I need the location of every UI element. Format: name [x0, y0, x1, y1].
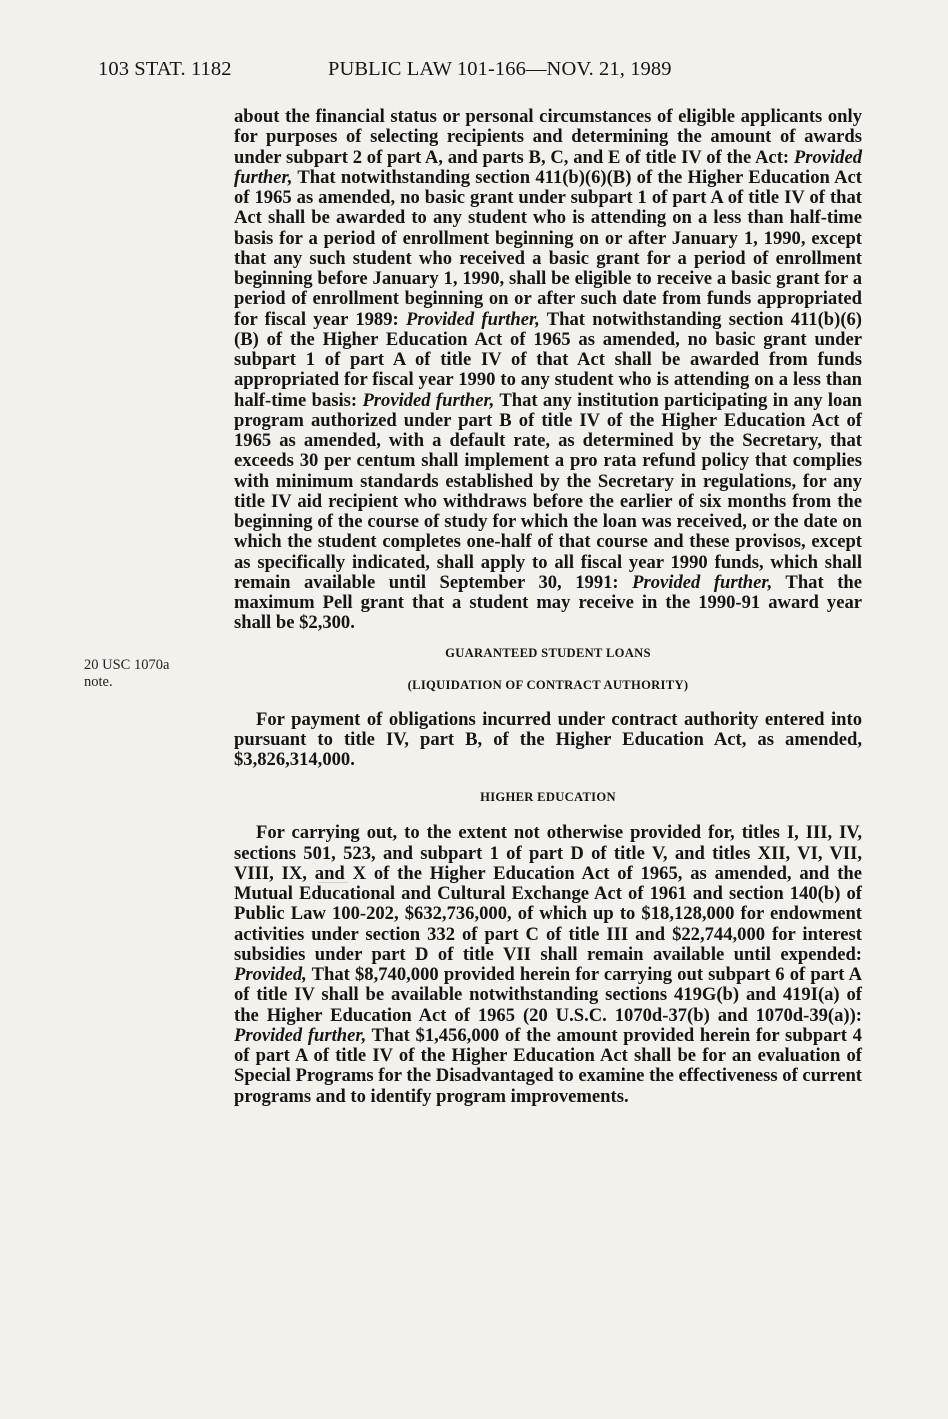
margin-note-line-1: 20 USC 1070a — [84, 657, 170, 673]
para1-proviso-4: Provided further, — [632, 571, 773, 593]
paragraph-higher-education — [234, 823, 862, 1107]
he-proviso-1: Provided, — [234, 964, 307, 985]
paragraph-guaranteed-loans: For payment of obligations incurred under contract authority entered into pursuant to title IV, part B, of the Higher Education Act, as amended, $3,826,314,000. — [234, 708, 862, 770]
para1-text-c: That notwithstanding section 411(b)(6)(B) of the Higher Education Act of 1965 as amended, no basic grant under subpart 1 of part A of title IV of that Act shall be awarded from funds appropriated for fiscal year 1990 to any student who is attending on a less than half-time basis: — [234, 308, 862, 411]
para1-text-d: That any institution participating in any loan program authorized under part B of title IV of the Higher Education Act of 1965 as amended, with a default rate, as determined by the Secretary, that exceeds 30 per centum shall implement a pro rata refund policy that complies with minimum standards established by the Secretary in regulations, for any title IV aid recipient who withdraws before the earlier of six months from the beginning of the course of study for which the loan was received, or the date on which the student completes one-half of that course and these provisos, except as specifically indicated, shall apply to all fiscal year 1990 funds, which shall remain available until September 30, 1991: — [234, 389, 862, 593]
body-column — [234, 107, 862, 1107]
public-law-title: PUBLIC LAW 101-166—NOV. 21, 1989 — [328, 58, 672, 80]
he-text-b: That $8,740,000 provided herein for carrying out subpart 6 of part A of title IV shall be available notwithstanding sections 419G(b) and 419I(a) of the Higher Education Act of 1965 (20 U.S.C. 1070d-37(b) and 1070d-39(a)): — [234, 964, 862, 1026]
margin-citation-note — [84, 657, 169, 691]
para1-proviso-1: Provided further, — [234, 146, 862, 188]
he-text-a: For carrying out, to the extent not otherwise provided for, titles I, III, IV, sections 501, 523, and subpart 1 of part D of title V, and titles XII, VI, VII, VIII, IX, and X of the Higher Education Act of 1965, as amended, and the Mutual Educational and Cultural Exchange Act of 1961 and section 140(b) of Public Law 100-202, $632,736,000, of which up to $18,128,000 for endowment activities under section 332 of part C of title III and $22,744,000 for interest subsidies under part D of title VII shall remain available until expended: — [234, 822, 862, 965]
he-proviso-2: Provided further, — [234, 1024, 367, 1046]
he-text-c: That $1,456,000 of the amount provided herein for subpart 4 of part A of title IV of the Higher Education Act shall be for an evaluation of Special Programs for the Disadvantaged to examine the effectiveness of current programs and to identify program improvements. — [234, 1024, 862, 1107]
para1-text-e: That the maximum Pell grant that a student may receive in the 1990-91 award year shall be $2,300. — [234, 571, 862, 634]
para1-text-b: That notwithstanding section 411(b)(6)(B) of the Higher Education Act of 1965 as amended, no basic grant under subpart 1 of part A of title IV of that Act shall be awarded to any student who is attending on a less than half-time basis for a period of enrollment beginning on or after January 1, 1990, except that any such student who received a basic grant for a period of enrollment beginning before January 1, 1990, shall be eligible to receive a basic grant for a period of enrollment beginning on or after such date from funds appropriated for fiscal year 1989: — [234, 166, 862, 330]
heading-higher-education: HIGHER EDUCATION — [480, 790, 616, 805]
paragraph-pell-grant-provisos — [234, 107, 862, 634]
heading-guaranteed-student-loans: GUARANTEED STUDENT LOANS — [445, 645, 651, 660]
para1-proviso-2: Provided further, — [405, 308, 540, 330]
running-head — [0, 58, 948, 92]
margin-note-line-2: note. — [84, 674, 113, 690]
para1-text-a: about the financial status or personal circumstances of eligible applicants only for purposes of selecting recipients and determining the amount of awards under subpart 2 of part A, and parts B, C, and E of title IV of the Act: — [234, 106, 862, 168]
subheading-liquidation-contract-authority: (LIQUIDATION OF CONTRACT AUTHORITY) — [407, 677, 689, 692]
statute-reference: 103 STAT. 1182 — [98, 58, 232, 80]
para1-proviso-3: Provided further, — [362, 389, 495, 411]
